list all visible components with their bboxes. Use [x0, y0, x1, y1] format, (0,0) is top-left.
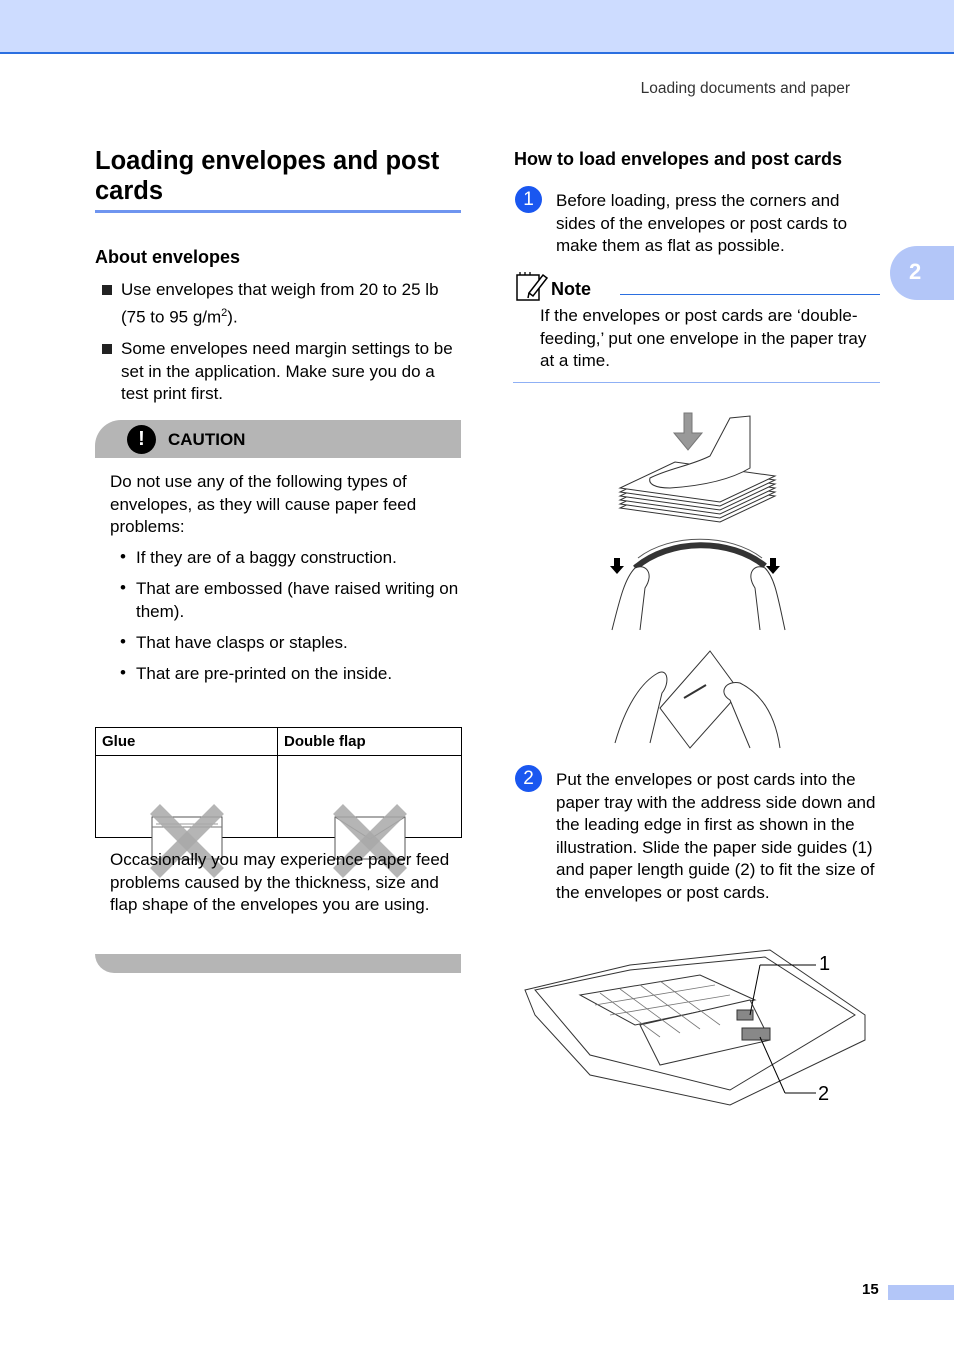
table-header-double-flap: Double flap [278, 728, 462, 756]
note-pencil-icon [515, 271, 549, 303]
caution-item: If they are of a baggy construction. [136, 548, 397, 567]
glue-envelope-cell [96, 756, 278, 838]
paper-tray-illustration [520, 945, 880, 1110]
bullet-dot: • [120, 663, 126, 682]
envelope-table [95, 727, 462, 838]
note-label: Note [551, 279, 591, 299]
page-bar [888, 1285, 954, 1300]
running-title: Loading documents and paper [640, 80, 850, 97]
caution-item: That are embossed (have raised writing on them). [136, 579, 459, 621]
howto-heading: How to load envelopes and post cards [514, 149, 843, 169]
caution-intro: Do not use any of the following types of envelopes, as they will cause paper feed problems: [110, 472, 417, 536]
chapter-tab [890, 246, 954, 300]
bullet-weight-tail: ). [227, 307, 238, 327]
title-rule [95, 210, 461, 213]
bullet-margin: Some envelopes need margin settings to be set in the application. Make sure you do a test print first. [121, 339, 453, 403]
header-band [0, 0, 954, 54]
bullet-dot: • [120, 578, 126, 597]
step-1-text: Before loading, press the corners and sides of the envelopes or post cards to make them as flat as possible. [556, 191, 848, 255]
section-title: Loading envelopes and post cards [95, 147, 440, 205]
bullet-weight-text: Use envelopes that weigh from 20 to 25 lb (75 to 95 g/m [121, 280, 439, 327]
bullet-square [102, 285, 112, 295]
bullet-dot: • [120, 547, 126, 566]
bullet-weight-sup: 2 [221, 306, 228, 319]
page-number: 15 [862, 1281, 879, 1298]
step-2-badge: 2 [515, 765, 542, 792]
step-2-text: Put the envelopes or post cards into the paper tray with the address side down and the leading edge in first as shown in the illustration. Slide the paper side guides (1) and paper length guide (2) to fit the size of the envelopes or post cards. [556, 770, 876, 902]
caution-item: That have clasps or staples. [136, 633, 348, 652]
note-text: If the envelopes or post cards are ‘double-feeding,’ put one envelope in the paper tray at a time. [540, 306, 867, 370]
chapter-number: 2 [909, 259, 922, 284]
step-1-badge: 1 [515, 186, 542, 213]
note-rule [620, 294, 880, 295]
caution-label: CAUTION [168, 430, 246, 449]
bullet-weight [121, 279, 466, 329]
about-envelopes-heading: About envelopes [95, 247, 241, 267]
bullet-dot: • [120, 632, 126, 651]
double-flap-envelope-cell [278, 756, 462, 838]
flatten-envelopes-illustration [610, 408, 790, 753]
table-header-glue: Glue [96, 728, 278, 756]
caution-end-bar [95, 954, 461, 973]
callout-2: 2 [818, 1083, 830, 1105]
note-bottom-rule [513, 382, 880, 383]
callout-1: 1 [819, 953, 831, 975]
bullet-square [102, 344, 112, 354]
caution-outro: Occasionally you may experience paper feed problems caused by the thickness, size and flap shape of the envelopes you are using. [110, 850, 450, 914]
caution-item: That are pre-printed on the inside. [136, 664, 393, 683]
exclamation-icon: ! [127, 425, 156, 454]
